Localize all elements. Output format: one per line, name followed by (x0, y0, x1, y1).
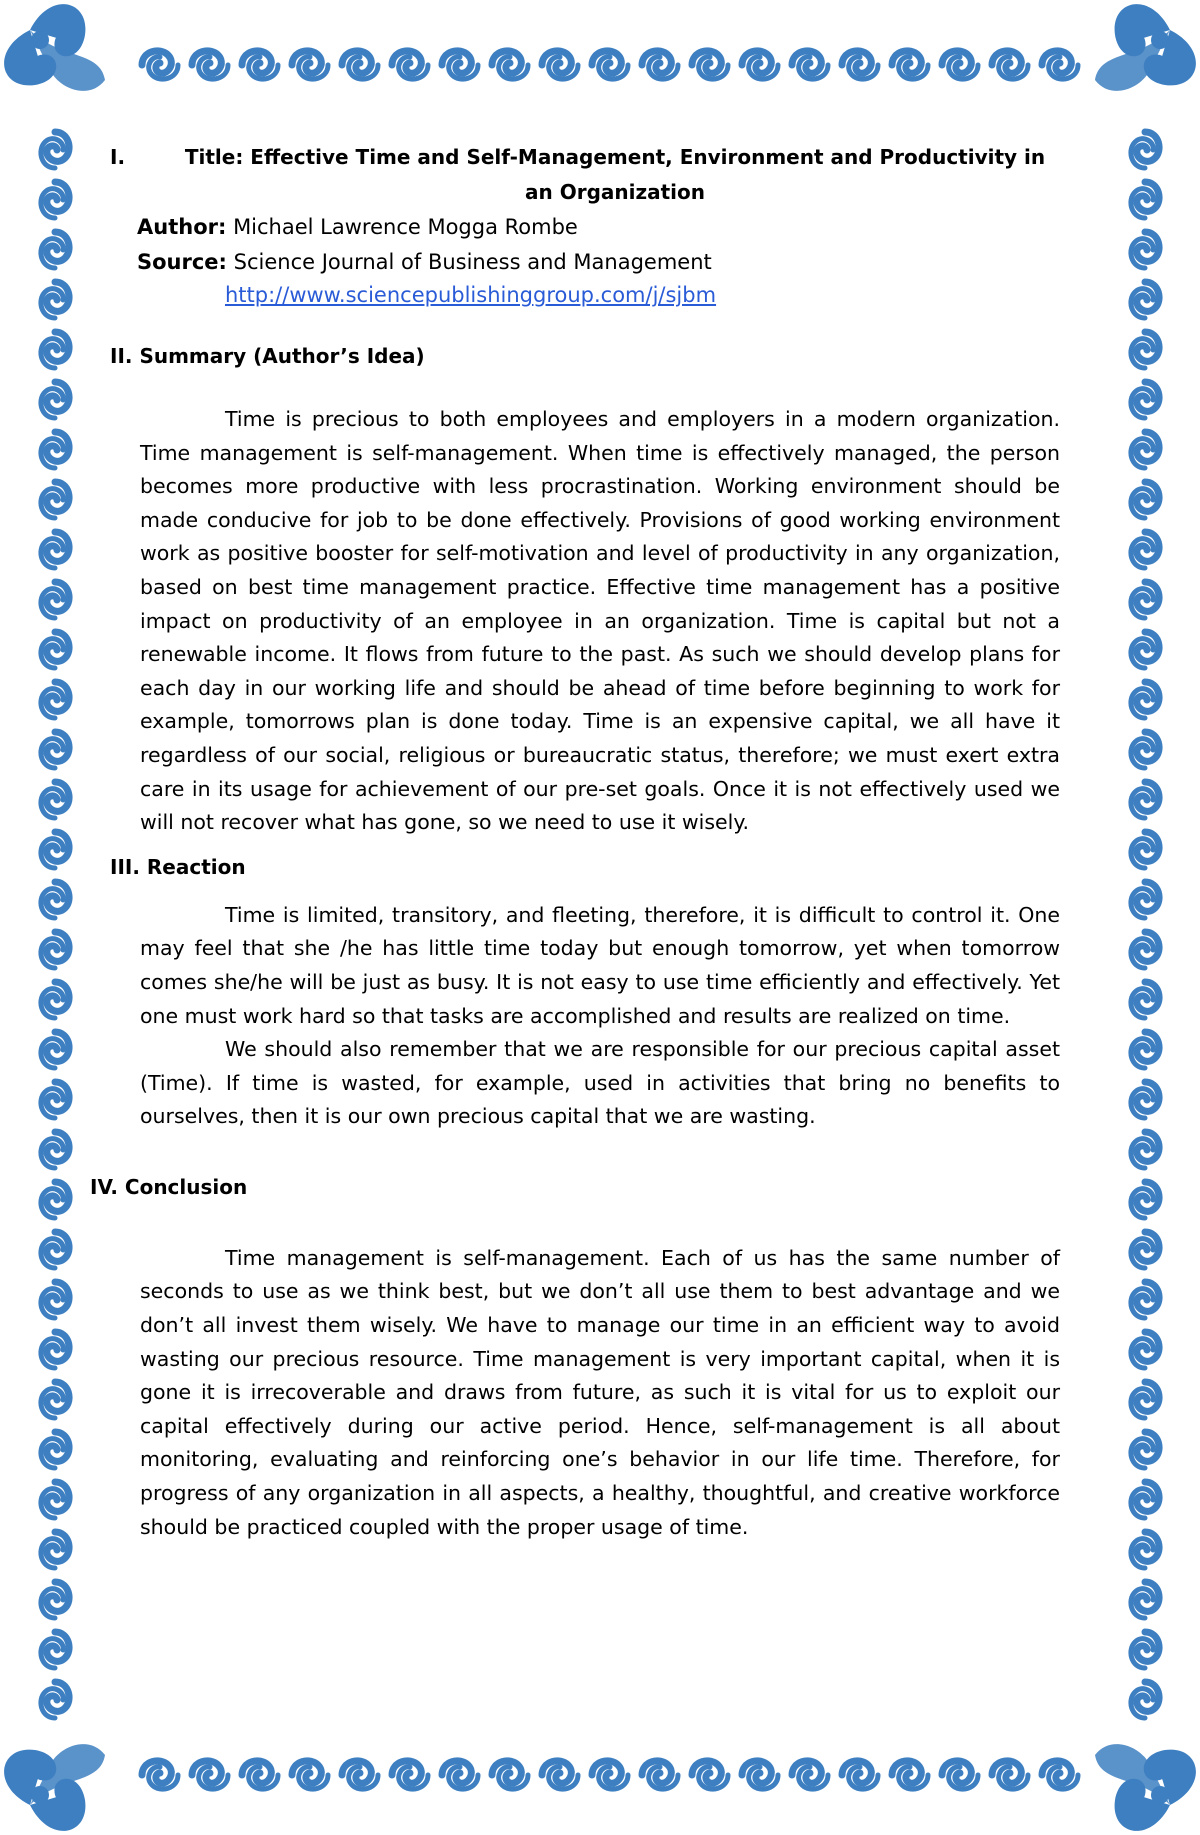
corner-ornament-bottom-left (4, 1744, 105, 1831)
summary-paragraph: Time is precious to both employees and employers in a modern organization. Time management is self-management. When time is effectively managed, the person becomes more productive with less procrastination. Working environment should be made conducive for job to be done effectively. Provisions of good working environment work as positive booster for self-motivation and level of productivity in any organization, based on best time management practice. Effective time management has a positive impact on productivity of an employee in an organization. Time is capital but not a renewable income. It flows from future to the past. As such we should develop plans for each day in our working life and should be ahead of time before beginning to work for example, tomorrows plan is done today. Time is an expensive capital, we all have it regardless of our social, religious or bureaucratic status, therefore; we must exert extra care in its usage for achievement of our pre-set goals. Once it is not effectively used we will not recover what has gone, so we need to use it wisely. (140, 407, 1060, 835)
source-value: Science Journal of Business and Management (233, 250, 712, 274)
corner-ornament-top-right (1095, 4, 1196, 91)
conclusion-paragraph: Time management is self-management. Each of us has the same number of seconds to use as we think best, but we don’t all use them to best advantage and we don’t all invest them wisely. We have to manage our time in an efficient way to avoid wasting our precious resource. Time management is very important capital, when it is gone it is irrecoverable and draws from future, as such it is vital for us to exploit our capital effectively during our active period. Hence, self-management is all about monitoring, evaluating and reinforcing one’s behavior in our life time. Therefore, for progress of any organization in all aspects, a healthy, thoughtful, and creative workforce should be practiced coupled with the proper usage of time. (140, 1245, 1060, 1539)
author-label: Author: (137, 215, 227, 239)
source-line (110, 245, 1060, 280)
reaction-paragraph-1: Time is limited, transitory, and fleeting, therefore, it is difficult to control it. One may feel that she /he has little time today but enough tomorrow, yet when tomorrow comes she/he will be just as busy. It is not easy to use time efficiently and effectively. Yet one must work hard so that tasks are accomplished and results are realized on time. (140, 902, 1060, 1028)
document-title (110, 140, 1060, 210)
reaction-heading: III. Reaction (110, 854, 246, 879)
summary-heading: II. Summary (Author’s Idea) (110, 344, 425, 368)
source-label: Source: (137, 250, 227, 274)
corner-ornament-bottom-right (1095, 1744, 1196, 1831)
source-url-link[interactable]: http://www.sciencepublishinggroup.com/j/sjbm (225, 283, 717, 307)
title-number: I. (110, 145, 126, 169)
title-prefix: Title: (184, 145, 244, 169)
top-border-row (142, 51, 1078, 79)
title-text: Effective Time and Self-Management, Environment and Productivity in an Organization (250, 145, 1046, 204)
reaction-paragraph-2: We should also remember that we are responsible for our precious capital asset (Time). If time is wasted, for example, used in activities that bring no benefits to ourselves, then it is our own precious capital that we are wasting. (140, 1037, 1060, 1129)
source-link-line (110, 280, 1060, 310)
author-line (110, 210, 1060, 245)
document-body (90, 140, 1060, 1544)
left-border-column (41, 132, 69, 1718)
right-border-column (1131, 132, 1159, 1718)
conclusion-heading: IV. Conclusion (90, 1174, 248, 1199)
corner-ornament-top-left (4, 4, 105, 91)
bottom-border-row (142, 1761, 1078, 1789)
author-value: Michael Lawrence Mogga Rombe (233, 215, 578, 239)
